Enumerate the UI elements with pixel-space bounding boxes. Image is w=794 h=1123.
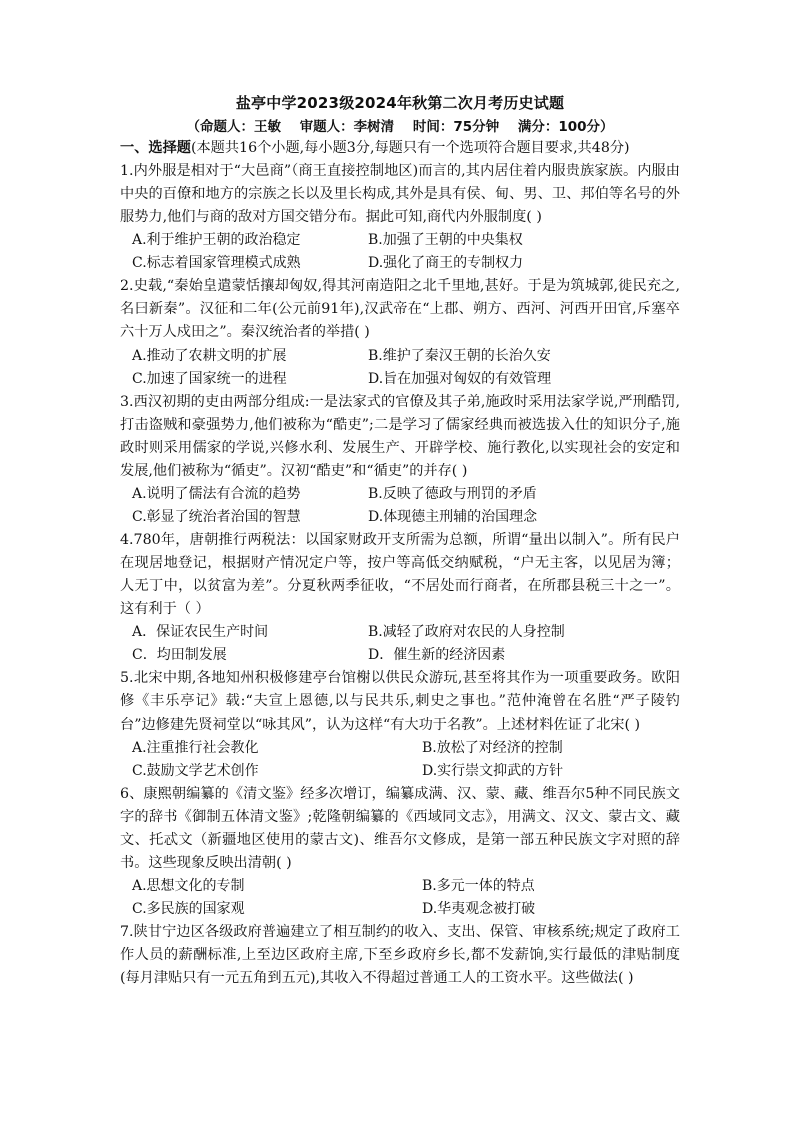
option-b[interactable]: B.减轻了政府对农民的人身控制 xyxy=(368,624,565,641)
option-a[interactable]: A.思想文化的专制 xyxy=(132,877,245,894)
option-a[interactable]: A.利于维护王朝的政治稳定 xyxy=(132,232,301,249)
meta-reviewer: 审题人：李树清 xyxy=(299,119,395,135)
option-c[interactable]: C.加速了国家统一的进程 xyxy=(132,370,287,387)
option-a[interactable]: A．保证农民生产时间 xyxy=(132,624,269,641)
option-d[interactable]: D.实行崇文抑武的方针 xyxy=(422,762,564,779)
option-d[interactable]: D.强化了商王的专制权力 xyxy=(368,255,524,272)
section-heading xyxy=(120,137,680,160)
question-2 xyxy=(120,275,680,390)
meta-time: 时间：75分钟 xyxy=(412,119,500,135)
question-5 xyxy=(120,667,680,782)
option-c[interactable]: C.鼓励文学艺术创作 xyxy=(132,762,259,779)
option-d[interactable]: D．催生新的经济因素 xyxy=(368,647,506,664)
question-options xyxy=(120,345,680,391)
question-4 xyxy=(120,529,680,667)
option-c[interactable]: C.标志着国家管理模式成熟 xyxy=(132,255,301,272)
option-c[interactable]: C．均田制发展 xyxy=(132,647,227,664)
question-stem: 2.史载,“秦始皇遣蒙恬攘却匈奴,得其河南造阳之北千里地,甚好。于是为筑城郭,徙民充之,名曰新秦”。汉征和二年(公元前91年),汉武帝在“上郡、朔方、西河、河西开田官,斥塞卒六十万人戍田之”。秦汉统治者的举措( ) xyxy=(120,278,680,341)
exam-title: 盐亭中学2023级2024年秋第二次月考历史试题 xyxy=(235,94,565,112)
option-d[interactable]: D.旨在加强对匈奴的有效管理 xyxy=(368,370,552,387)
option-b[interactable]: B.多元一体的特点 xyxy=(422,877,535,894)
option-d[interactable]: D.华夷观念被打破 xyxy=(422,900,536,917)
exam-page xyxy=(120,92,680,990)
option-b[interactable]: B.维护了秦汉王朝的长治久安 xyxy=(368,347,551,364)
question-1 xyxy=(120,160,680,275)
section-label: 一、选择题 xyxy=(120,140,191,156)
option-b[interactable]: B.反映了德政与刑罚的矛盾 xyxy=(368,485,537,502)
meta-author: （命题人：王敏 xyxy=(186,119,281,135)
question-stem: 7.陕甘宁边区各级政府普遍建立了相互制约的收入、支出、保管、审核系统;规定了政府工作人员的薪酬标准,上至边区政府主席,下至乡政府乡长,都不发薪饷,实行最低的津贴制度(每月津贴只有一元五角到五元),其收入不得超过普通工人的工资水平。这些做法( ) xyxy=(120,923,680,987)
question-options xyxy=(120,229,680,275)
option-c[interactable]: C.多民族的国家观 xyxy=(132,900,245,917)
question-7 xyxy=(120,921,680,990)
question-stem: 6、康熙朝编纂的《清文鉴》经多次增订，编纂成满、汉、蒙、藏、维吾尔5种不同民族文字的辞书《御制五体清文鉴》;乾隆朝编纂的《西域同文志》，用满文、汉文、蒙古文、藏文、托忒文（新疆地区使用的蒙古文)、维吾尔文修成，是第一部五种民族文字对照的辞书。这些现象反映出清朝( ) xyxy=(120,785,680,871)
question-6 xyxy=(120,783,680,921)
option-c[interactable]: C.彰显了统治者治国的智慧 xyxy=(132,508,301,525)
question-options xyxy=(120,875,680,921)
exam-meta xyxy=(120,115,680,135)
option-b[interactable]: B.加强了王朝的中央集权 xyxy=(368,232,523,249)
question-options xyxy=(120,621,680,667)
option-a[interactable]: A.注重推行社会教化 xyxy=(132,739,259,756)
question-stem: 4.780年，唐朝推行两税法：以国家财政开支所需为总额，所谓“量出以制入”。所有民户在现居地登记，根据财产情况定户等，按户等高低交纳赋税，“户无主客，以见居为簿；人无丁中，以贫富为差”。分夏秋两季征收，“不居处而行商者，在所郡县税三十之一”。这有利于（ ） xyxy=(120,531,680,618)
question-3 xyxy=(120,391,680,529)
question-options xyxy=(120,483,680,529)
question-stem: 3.西汉初期的吏由两部分组成:一是法家式的官僚及其子弟,施政时采用法家学说,严刑酷罚,打击盗贼和豪强势力,他们被称为“酷吏”;二是学习了儒家经典而被选拔入仕的知识分子,施政时则采用儒家的学说,兴修水利、发展生产、开辟学校、施行教化,以实现社会的安定和发展,他们被称为“循吏”。汉初“酷吏”和“循吏”的并存( ) xyxy=(120,393,680,479)
section-instruction: (本题共16个小题,每小题3分,每题只有一个选项符合题目要求,共48分) xyxy=(190,140,630,156)
option-d[interactable]: D.体现德主刑辅的治国理念 xyxy=(368,508,538,525)
option-a[interactable]: A.说明了儒法有合流的趋势 xyxy=(132,485,301,502)
option-a[interactable]: A.推动了农耕文明的扩展 xyxy=(132,347,287,364)
question-stem: 1.内外服是相对于“大邑商”（商王直接控制地区)而言的,其内居住着内服贵族家族。内服由中央的百僚和地方的宗族之长以及里长构成,其外是具有侯、甸、男、卫、邦伯等名号的外服势力,他们与商的敌对方国交错分布。据此可知,商代内外服制度( ) xyxy=(120,163,680,226)
question-options xyxy=(120,737,680,783)
option-b[interactable]: B.放松了对经济的控制 xyxy=(422,739,563,756)
question-stem: 5.北宋中期,各地知州积极修建亭台馆榭以供民众游玩,甚至将其作为一项重要政务。欧阳修《丰乐亭记》载:“夫宣上恩德,以与民共乐,刺史之事也。”范仲淹曾在名胜“严子陵钓台”边修建先贤祠堂以“咏其风”，认为这样“有大功于名教”。上述材料佐证了北宋( ) xyxy=(120,670,680,733)
meta-score: 满分：100分） xyxy=(517,119,614,135)
